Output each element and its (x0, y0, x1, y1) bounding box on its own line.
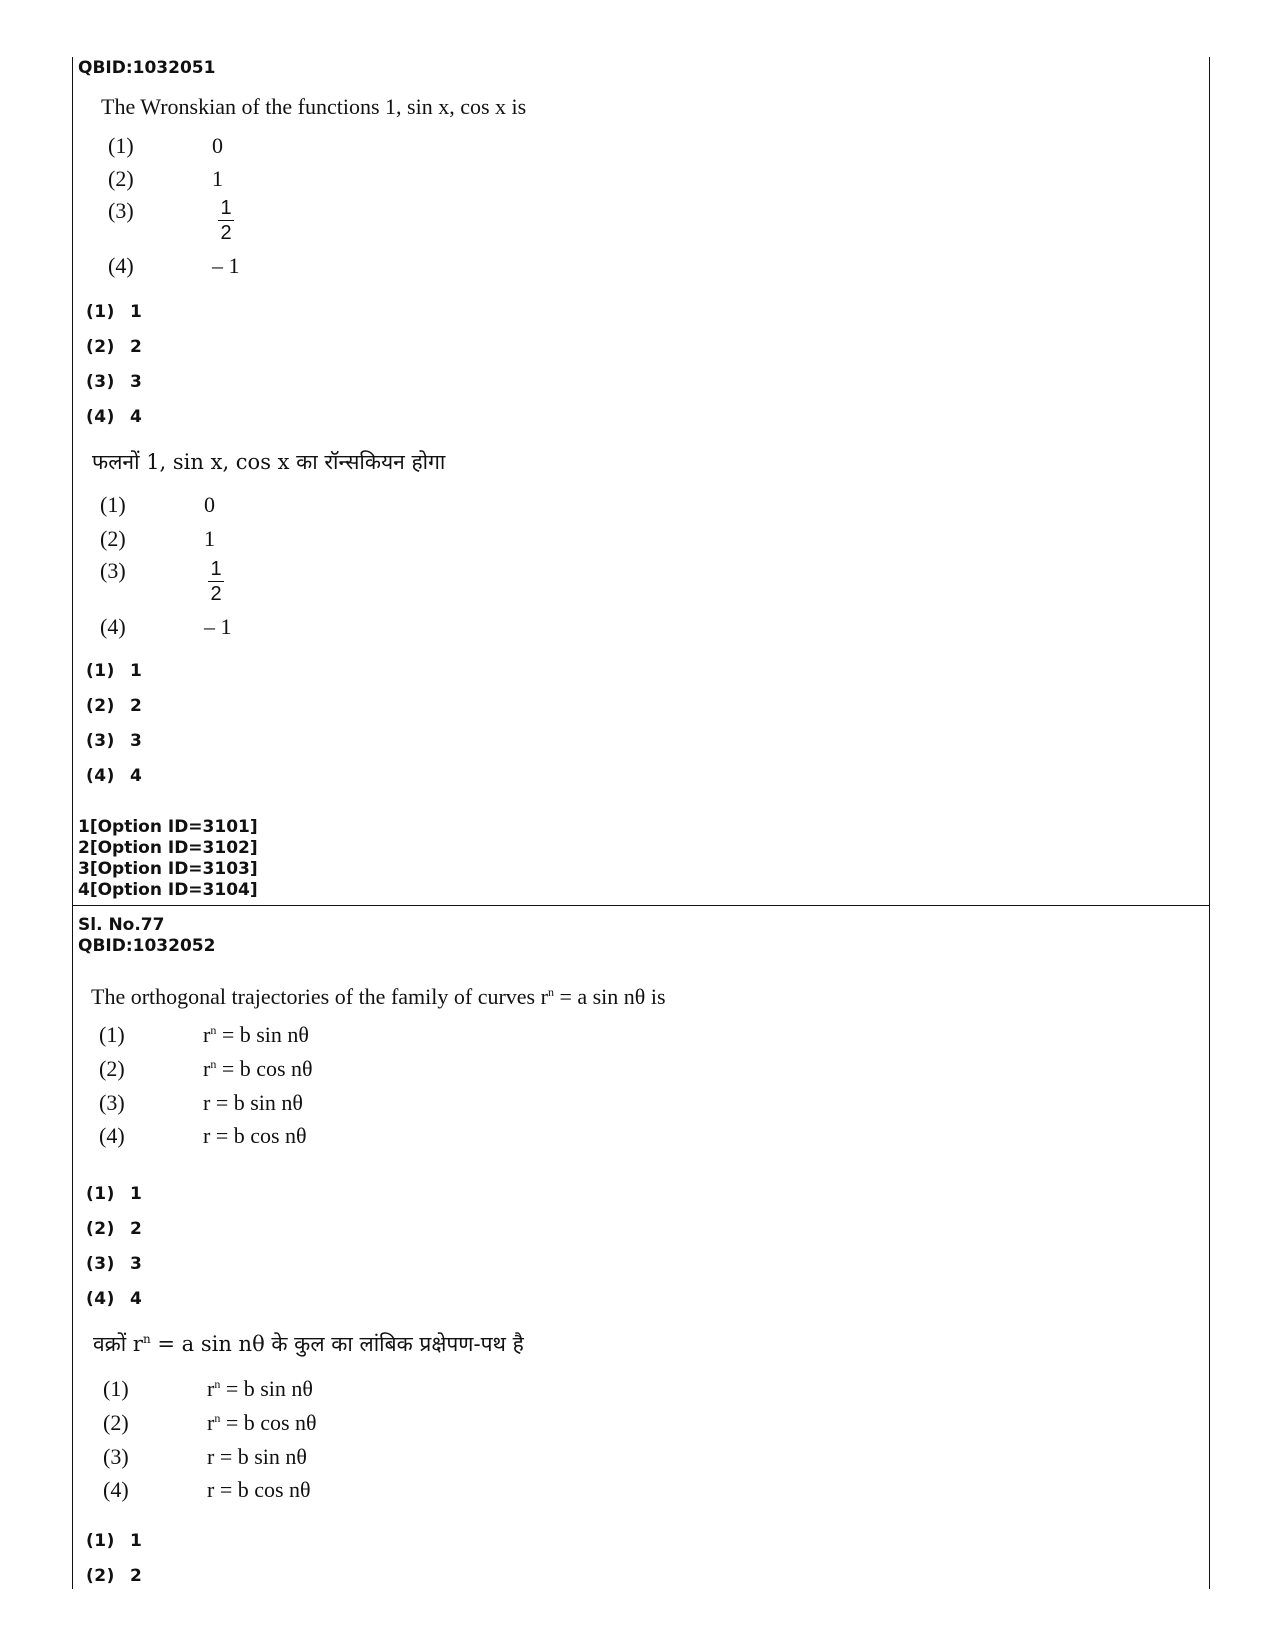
q2-answer-en-1: (1) 1 (86, 1184, 143, 1204)
q1-answer-hi-4: (4) 4 (86, 766, 143, 786)
q1-answer-en-3: (3) 3 (86, 372, 143, 392)
q1-question-hi: फलनों 1, sin x, cos x का रॉन्सकियन होगा (92, 450, 446, 474)
q1-hi-option-3-fraction: 1 2 (208, 558, 224, 605)
page-border-left (72, 57, 73, 1589)
q2-answer-en-4: (4) 4 (86, 1289, 143, 1309)
q1-answer-hi-2: (2) 2 (86, 696, 143, 716)
page-border-right (1209, 57, 1210, 1589)
q1-answer-hi-3: (3) 3 (86, 731, 143, 751)
q2-qbid: QBID:1032052 (78, 936, 216, 956)
q1-en-option-3-fraction: 1 2 (218, 197, 234, 244)
q1-option-ids (78, 817, 258, 901)
q2-answer-en-2: (2) 2 (86, 1219, 143, 1239)
q2-question-hi: वक्रों $r^n = a$ sin nθ के कुल का लांबिक प्रक्षेपण-पथ है (93, 1332, 524, 1356)
option-id-2: 2[Option ID=3102] (78, 838, 258, 858)
q2-answer-en-3: (3) 3 (86, 1254, 143, 1274)
q1-question-en: The Wronskian of the functions 1, sin x, cos x is (101, 94, 527, 119)
q2-question-en: The orthogonal trajectories of the family of curves $r^n = a$ sin nθ is (91, 984, 666, 1009)
q1-qbid: QBID:1032051 (78, 58, 216, 78)
question-divider (72, 905, 1210, 906)
q1-answer-en-4: (4) 4 (86, 407, 143, 427)
q2-answer-hi-1: (1) 1 (86, 1531, 143, 1551)
option-id-3: 3[Option ID=3103] (78, 859, 258, 879)
option-id-1: 1[Option ID=3101] (78, 817, 258, 837)
q1-answer-en-2: (2) 2 (86, 337, 143, 357)
option-id-4: 4[Option ID=3104] (78, 880, 258, 900)
q2-sl-no: Sl. No.77 (78, 915, 165, 935)
q2-header (78, 915, 215, 957)
q2-answer-hi-2: (2) 2 (86, 1566, 143, 1586)
q1-answer-en-1: (1) 1 (86, 302, 143, 322)
q1-answer-hi-1: (1) 1 (86, 661, 143, 681)
